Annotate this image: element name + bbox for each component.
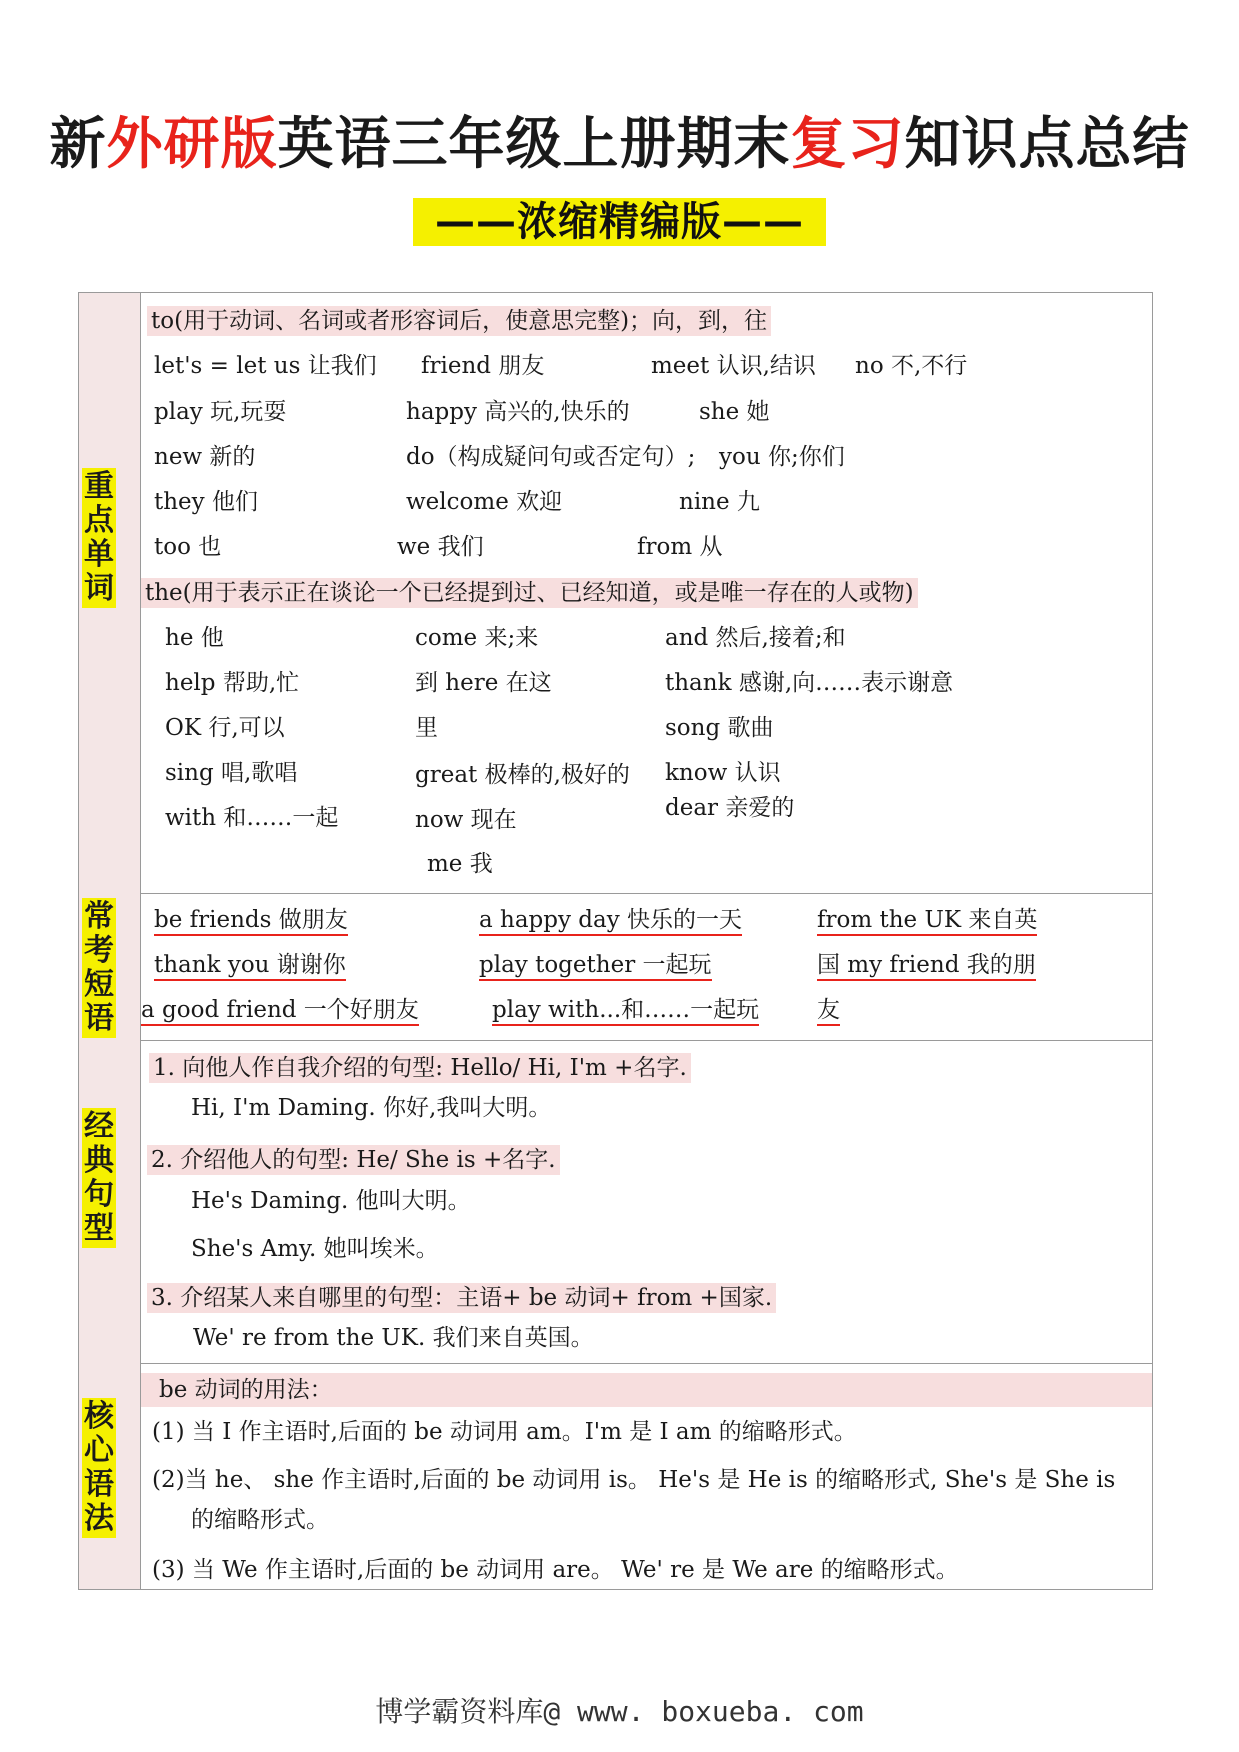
phrase-item: from the UK 来自英 <box>817 907 1037 936</box>
phrase-item: a good friend 一个好朋友 <box>141 997 419 1026</box>
grammar-heading: be 动词的用法： <box>141 1373 1152 1407</box>
phrase-item: play with...和……一起玩 <box>492 997 759 1026</box>
word-item: they 他们 <box>154 489 258 515</box>
phrase-item: play together 一起玩 <box>479 952 712 981</box>
title-part2: 外研版 <box>106 112 278 177</box>
word-item: come 来;来 <box>415 625 539 651</box>
grammar-rule-3: (3) 当 We 作主语时,后面的 be 动词用 are。 We' re 是 We are 的缩略形式。 <box>152 1557 959 1583</box>
word-item: great 极棒的,极好的 <box>415 762 630 788</box>
title-part4: 复习 <box>790 112 905 177</box>
summary-table <box>78 292 1153 1590</box>
word-item: happy 高兴的,快乐的 <box>406 399 630 425</box>
sentence-example: She's Amy. 她叫埃米。 <box>191 1236 439 1262</box>
word-item: friend 朋友 <box>421 353 545 379</box>
divider-3 <box>141 1363 1152 1364</box>
grammar-rule-2-cont: 的缩略形式。 <box>191 1507 329 1533</box>
page-title <box>0 100 1239 180</box>
word-item: from 从 <box>637 534 723 560</box>
sentence-example: Hi, I'm Daming. 你好,我叫大明。 <box>191 1095 552 1121</box>
divider-1 <box>141 893 1152 894</box>
phrase-item: 友 <box>817 997 840 1026</box>
title-part3: 英语三年级上册期末 <box>277 112 791 177</box>
section-label-phrases: 常考短语 <box>84 899 114 1036</box>
phrase-item: be friends 做朋友 <box>154 907 348 936</box>
word-item: OK 行,可以 <box>165 715 285 741</box>
word-item: me 我 <box>427 851 493 877</box>
word-item: meet 认识,结识 <box>651 353 816 379</box>
phrase-item: a happy day 快乐的一天 <box>479 907 742 936</box>
word-the-definition: the(用于表示正在谈论一个已经提到过、已经知道，或是唯一存在的人或物) <box>141 578 918 608</box>
word-item: thank 感谢,向……表示谢意 <box>665 670 954 696</box>
word-item: welcome 欢迎 <box>406 489 563 515</box>
word-item: you 你;你们 <box>719 444 845 470</box>
phrase-item: thank you 谢谢你 <box>154 952 346 981</box>
word-item: 到 here 在这 <box>415 670 552 696</box>
word-item: nine 九 <box>679 489 760 515</box>
title-part5: 知识点总结 <box>904 112 1190 177</box>
word-item: now 现在 <box>415 807 517 833</box>
sentence-example: He's Daming. 他叫大明。 <box>191 1188 471 1214</box>
word-item: she 她 <box>699 399 770 425</box>
word-item: he 他 <box>165 625 224 651</box>
section-label-words: 重点单词 <box>84 469 114 606</box>
footer-watermark: 博学霸资料库@ www. boxueba. com <box>375 1695 864 1728</box>
word-item: no 不,不行 <box>855 353 968 379</box>
phrase-item: 国 my friend 我的朋 <box>817 952 1036 981</box>
word-item: and 然后,接着;和 <box>665 625 846 651</box>
word-item: too 也 <box>154 534 222 560</box>
divider-2 <box>141 1040 1152 1041</box>
word-item: dear 亲爱的 <box>665 795 795 821</box>
section-label-sentences: 经典句型 <box>84 1109 114 1246</box>
word-item: let's = let us 让我们 <box>154 353 377 379</box>
grammar-rule-2: (2)当 he、 she 作主语时,后面的 be 动词用 is。 He's 是 He is 的缩略形式, She's 是 She is <box>152 1467 1116 1493</box>
word-item: new 新的 <box>154 444 256 470</box>
word-item: help 帮助,忙 <box>165 670 300 696</box>
sentence-pattern-2: 2. 介绍他人的句型: He/ She is +名字. <box>147 1145 560 1175</box>
subtitle-wrap <box>0 198 1239 246</box>
sentence-pattern-1: 1. 向他人作自我介绍的句型: Hello/ Hi, I'm +名字. <box>149 1053 691 1083</box>
subtitle: ——浓缩精编版—— <box>413 198 826 246</box>
sentence-pattern-3: 3. 介绍某人来自哪里的句型：主语+ be 动词+ from +国家. <box>147 1283 776 1313</box>
word-item: do（构成疑问句或否定句）; <box>406 444 696 470</box>
word-item: 里 <box>415 715 438 741</box>
grammar-rule-1: (1) 当 I 作主语时,后面的 be 动词用 am。I'm 是 I am 的缩略形式。 <box>152 1419 857 1445</box>
word-item: sing 唱,歌唱 <box>165 760 298 786</box>
word-item: know 认识 <box>665 760 781 786</box>
word-item: play 玩,玩耍 <box>154 399 287 425</box>
word-item: we 我们 <box>397 534 484 560</box>
section-label-grammar: 核心语法 <box>84 1399 114 1536</box>
title-part1: 新 <box>49 112 107 177</box>
word-item: with 和……一起 <box>165 805 339 831</box>
word-to-definition: to(用于动词、名词或者形容词后，使意思完整)；向，到，往 <box>147 306 771 336</box>
word-item: song 歌曲 <box>665 715 774 741</box>
sentence-example: We' re from the UK. 我们来自英国。 <box>193 1325 594 1351</box>
